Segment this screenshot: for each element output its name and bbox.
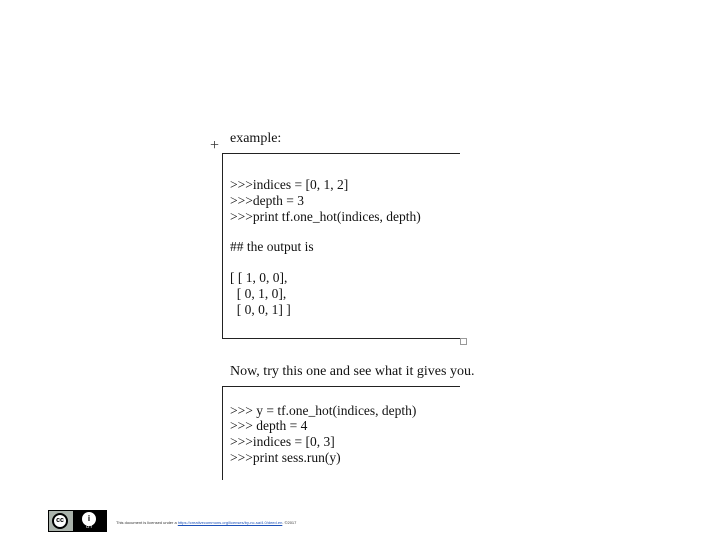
table-move-handle-icon: + <box>210 137 220 154</box>
attribution-icon: i <box>82 512 96 526</box>
by-panel <box>73 511 106 531</box>
code-line: [ 0, 0, 1] ] <box>230 302 291 317</box>
code-line: [ [ 1, 0, 0], <box>230 270 288 285</box>
example-heading: example: <box>230 131 282 146</box>
code-line: >>>print sess.run(y) <box>230 450 341 465</box>
cc-icon: cc <box>52 513 68 529</box>
code-line: [ 0, 1, 0], <box>230 286 287 301</box>
code-line: >>>indices = [0, 3] <box>230 434 335 449</box>
code-line: >>>depth = 3 <box>230 193 304 208</box>
code-line: >>> depth = 4 <box>230 418 308 433</box>
code-line: >>>indices = [0, 1, 2] <box>230 177 349 192</box>
code-line: >>>print tf.one_hot(indices, depth) <box>230 209 421 224</box>
license-notice <box>116 520 296 525</box>
exercise-heading: Now, try this one and see what it gives you. <box>230 364 475 379</box>
code-line: >>> y = tf.one_hot(indices, depth) <box>230 403 417 418</box>
license-link[interactable]: https://creativecommons.org/licenses/by-nc-sa/4.0/deed.en <box>177 520 283 525</box>
code-line: ## the output is <box>230 239 314 254</box>
by-label: BY <box>86 524 93 530</box>
license-text-prefix: This document is licensed under a <box>116 520 178 525</box>
resize-handle-icon[interactable] <box>460 338 467 345</box>
license-text-suffix: . ©2017 <box>282 520 297 525</box>
cc-by-license-badge[interactable] <box>48 510 107 532</box>
